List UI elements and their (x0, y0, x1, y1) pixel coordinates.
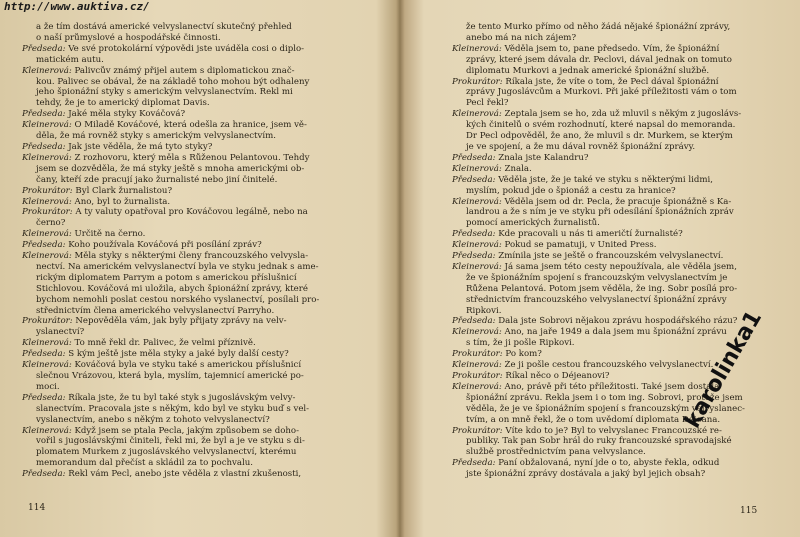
speaker-label: Předseda: (452, 174, 496, 185)
text-line (22, 109, 377, 120)
line-text: vyslanectvím, anebo s někým z tohoto velvyslanectví? (36, 414, 270, 425)
speaker-label: Předseda: (22, 349, 66, 360)
text-line (22, 338, 377, 349)
speaker-label: Předseda: (452, 316, 496, 327)
text-line (452, 142, 790, 153)
line-text: pomocí amerických žurnalistů. (466, 218, 600, 229)
line-text: plomatem Murkem z jugoslávského velvyslanectví, kterému (36, 447, 297, 458)
line-text: střednictvím člena amerického velvyslanectví Parryho. (36, 305, 275, 316)
text-line (452, 22, 790, 33)
line-text: jeho špionážní styky s americkým velvyslanectvím. Řekl mi (36, 87, 293, 98)
line-text: vořil s jugoslávskými činiteli, řekl mi, že byl a je ve styku s di- (36, 436, 305, 447)
text-line (22, 415, 377, 426)
speaker-label: Kleinerová: (22, 65, 72, 76)
speaker-label: Prokurátor: (452, 349, 503, 360)
line-text: Pokud se pamatuji, v United Press. (501, 240, 657, 251)
text-line (452, 197, 790, 208)
speaker-label: Prokurátor: (22, 207, 73, 218)
text-line (22, 186, 377, 197)
line-text: s tím, že ji pošle Ripkovi. (466, 338, 575, 349)
line-text: Jaké měla styky Kováčová? (65, 109, 186, 120)
line-text: O Miladě Kováčové, která odešla za hranice, jsem vě- (71, 120, 307, 131)
text-line (452, 447, 790, 458)
line-text: Ano, na jaře 1949 a dala jsem mu špionážní zprávu (501, 327, 727, 338)
line-text: Palivcův známý přijel autem s diplomatickou znač- (71, 65, 295, 76)
text-line (22, 164, 377, 175)
line-text: anebo má na nich zájem? (466, 32, 577, 43)
text-line (452, 382, 790, 393)
line-text: Zeptala jsem se ho, zda už mluvil s někým z jugoslávs- (501, 109, 742, 120)
text-line (452, 469, 790, 480)
speaker-label: Kleinerová: (22, 251, 72, 262)
text-line (22, 98, 377, 109)
line-text: o naší průmyslové a hospodářské činnosti. (36, 32, 221, 43)
line-text: Já sama jsem této cesty nepoužívala, ale věděla jsem, (501, 261, 737, 272)
text-line (452, 175, 790, 186)
speaker-label: Prokurátor: (22, 316, 73, 327)
line-text: Měla styky s některými členy francouzského velvysla- (71, 251, 309, 262)
text-line (22, 458, 377, 469)
text-line (452, 262, 790, 273)
line-text: službě prostřednictvím pana velvyslance. (466, 447, 646, 458)
line-text: Ano, byl to žurnalista. (71, 196, 171, 207)
speaker-label: Prokurátor: (452, 76, 503, 87)
text-line (452, 295, 790, 306)
text-line (22, 33, 377, 44)
line-text: Ano, právě při této příležitosti. Také jsem dostala (501, 381, 720, 392)
speaker-label: Předseda: (22, 392, 66, 403)
speaker-label: Předseda: (22, 109, 66, 120)
line-text: moci. (36, 381, 60, 392)
speaker-label: Kleinerová: (22, 425, 72, 436)
line-text: Říkal něco o Déjeanovi? (502, 371, 610, 381)
right-page-text (452, 22, 790, 480)
line-text: že ve špionážním spojení s francouzským velvyslanectvím je (466, 272, 728, 283)
text-line (22, 371, 377, 382)
line-text: publiky. Tak pan Šobr hrál do ruky francouzské spravodajské (466, 436, 732, 447)
line-text: zprávy, které jsem dávala dr. Peclovi, dával jednak on tomuto (466, 54, 732, 65)
line-text: Kováčová byla ve styku také s americkou příslušnicí (71, 360, 302, 371)
speaker-label: Prokurátor: (22, 185, 73, 196)
line-text: Růžena Pelantová. Potom jsem věděla, že ing. Šobr posílá pro- (466, 283, 738, 294)
text-line (452, 284, 790, 295)
line-text: Po kom? (502, 349, 542, 360)
line-text: tvím, a on mně řekl, že o tom uvědomí diplomata Déjeana. (466, 414, 721, 425)
line-text: jste špionážní zprávy dostávala a jaký byl jejich obsah? (466, 469, 706, 480)
text-line (22, 87, 377, 98)
text-line (22, 393, 377, 404)
speaker-label: Prokurátor: (452, 371, 503, 381)
speaker-label: Kleinerová: (22, 360, 72, 371)
text-line (22, 240, 377, 251)
text-line (22, 153, 377, 164)
line-text: To mně řekl dr. Palivec, že velmi příznivě. (71, 338, 256, 349)
line-text: Když jsem se ptala Pecla, jakým způsobem se doho- (71, 425, 299, 436)
text-line (452, 98, 790, 109)
text-line (452, 404, 790, 415)
speaker-label: Kleinerová: (22, 338, 72, 349)
line-text: zprávy Jugoslávcům a Murkovi. Při jaké příležitosti vám o tom (466, 87, 737, 98)
speaker-label: Prokurátor: (452, 425, 503, 436)
text-line (452, 393, 790, 404)
text-line (22, 197, 377, 208)
speaker-label: Předseda: (22, 240, 66, 251)
line-text: Víte kdo to je? Byl to velvyslanec Francouzské re- (502, 425, 722, 436)
speaker-label: Kleinerová: (452, 43, 502, 54)
line-text: tehdy, že je to americký diplomat Davis. (36, 98, 210, 109)
line-text: Věděla jsem to, pane předsedo. Vím, že špionážní (501, 43, 720, 54)
line-text: landrou a že s ním je ve styku při odesílání špionážních zpráv (466, 207, 734, 218)
speaker-label: Předseda: (22, 141, 66, 152)
line-text: nectví. Na americkém velvyslanectví byla ve styku jednak s ame- (36, 261, 319, 272)
text-line (452, 164, 790, 175)
line-text: Kde pracovali u nás ti američtí žurnalisté? (495, 229, 683, 240)
text-line (22, 142, 377, 153)
speaker-label: Kleinerová: (452, 327, 502, 338)
text-line (452, 426, 790, 437)
text-line (22, 426, 377, 437)
line-text: Říkala jste, že víte o tom, že Pecl dával špionážní (502, 76, 719, 87)
text-line (22, 404, 377, 415)
text-line (452, 207, 790, 218)
text-line (452, 229, 790, 240)
speaker-label: Kleinerová: (452, 163, 502, 174)
text-line (452, 109, 790, 120)
text-line (452, 153, 790, 164)
text-line (452, 436, 790, 447)
text-line (22, 207, 377, 218)
text-line (22, 327, 377, 338)
text-line (452, 77, 790, 88)
speaker-label: Kleinerová: (452, 196, 502, 207)
line-text: Věděla jsem od dr. Pecla, že pracuje špionážně s Ka- (501, 196, 732, 207)
line-text: čany, kteří zde pracují jako žurnalisté nebo jiní činitelé. (36, 174, 278, 185)
text-line (22, 77, 377, 88)
speaker-label: Kleinerová: (22, 152, 72, 163)
speaker-label: Kleinerová: (22, 120, 72, 131)
line-text: kých činitelů o svém rozhodnutí, které napsal do memoranda. (466, 120, 736, 131)
line-text: myslím, pokud jde o špionáž a cestu za hranice? (466, 185, 676, 196)
right-page-number: 115 (740, 506, 758, 516)
line-text: Určitě na černo. (71, 229, 146, 240)
text-line (22, 229, 377, 240)
line-text: Že ji pošle cestou francouzského velvyslanectví. (501, 360, 714, 371)
line-text: špionážní zprávu. Řekla jsem i o tom ing. Šobrovi, protože jsem (466, 392, 743, 403)
line-text: slečnou Vrázovou, která byla, myslím, tajemnicí americké po- (36, 371, 304, 381)
text-line (22, 120, 377, 131)
line-text: matickém autu. (36, 54, 104, 65)
speaker-label: Kleinerová: (22, 229, 72, 240)
text-line (22, 447, 377, 458)
line-text: kou. Palivec se obával, že na základě toho mohou být odhaleny (36, 76, 310, 87)
line-text: diplomatu Murkovi a jednak americké špionážní službě. (466, 65, 710, 76)
text-line (452, 44, 790, 55)
text-line (452, 131, 790, 142)
text-line (22, 306, 377, 317)
text-line (22, 436, 377, 447)
line-text: Stichlovou. Kováčová mi uložila, abych špionážní zprávy, které (36, 283, 308, 294)
text-line (452, 218, 790, 229)
text-line (452, 415, 790, 426)
line-text: jsem se dozvěděla, že má styky ještě s mnoha americkými ob- (36, 163, 305, 174)
speaker-label: Kleinerová: (452, 240, 502, 251)
line-text: Byl Clark žurnalistou? (72, 185, 173, 196)
speaker-label: Předseda: (452, 152, 496, 163)
line-text: střednictvím francouzského velvyslanectví špionážní zprávy (466, 294, 727, 305)
text-line (452, 55, 790, 66)
line-text: Znala jste Kalandru? (495, 152, 589, 163)
text-line (22, 295, 377, 306)
line-text: slanectvím. Pracovala jste s někým, kdo byl ve styku buď s vel- (36, 403, 310, 414)
line-text: děla, že má rovněž styky s americkým velvyslanectvím. (36, 131, 276, 142)
speaker-label: Předseda: (452, 458, 496, 469)
line-text: je ve spojení, a že mu dával rovněž špionážní zprávy. (466, 141, 696, 152)
line-text: bychom nemohli poslat cestou norského vyslanectví, posílali pro- (36, 294, 320, 305)
line-text: Znala. (501, 163, 532, 174)
line-text: Pecl řekl? (466, 98, 509, 109)
line-text: Jak jste věděla, že má tyto styky? (65, 141, 213, 152)
speaker-label: Kleinerová: (452, 381, 502, 392)
text-line (22, 382, 377, 393)
line-text: Dr Pecl odpověděl, že ano, že mluvil s dr. Murkem, se kterým (466, 131, 733, 142)
line-text: Ripkovi. (466, 305, 502, 316)
text-line (452, 458, 790, 469)
text-line (452, 186, 790, 197)
line-text: Věděla jste, že je také ve styku s některými lidmi, (495, 174, 714, 185)
speaker-label: Předseda: (452, 229, 496, 240)
text-line (452, 273, 790, 284)
line-text: Řekl vám Pecl, anebo jste věděla z vlastní zkušenosti, (65, 469, 302, 480)
text-line (452, 251, 790, 262)
text-line (22, 66, 377, 77)
left-page-text (22, 22, 377, 480)
text-line (22, 349, 377, 360)
text-line (22, 131, 377, 142)
line-text: věděla, že je ve špionážním spojení s francouzským velvyslanec- (466, 403, 745, 414)
text-line (22, 273, 377, 284)
watermark-url: http://www.auktiva.cz/ (4, 0, 150, 13)
line-text: Z rozhovoru, který měla s Růženou Pelantovou. Tehdy (71, 152, 310, 163)
text-line (22, 44, 377, 55)
left-page-number: 114 (28, 503, 46, 513)
text-line (452, 66, 790, 77)
text-line (22, 251, 377, 262)
text-line (452, 240, 790, 251)
text-line (22, 218, 377, 229)
line-text: černo? (36, 218, 66, 229)
line-text: Nepověděla vám, jak byly přijaty zprávy na velv- (72, 316, 287, 327)
text-line (22, 175, 377, 186)
speaker-label: Kleinerová: (22, 196, 72, 207)
speaker-label: Kleinerová: (452, 360, 502, 371)
line-text: že tento Murko přímo od něho žádá nějaké špionážní zprávy, (466, 22, 731, 32)
line-text: Dala jste Šobrovi nějakou zprávu hospodářského rázu? (495, 316, 738, 327)
text-line (22, 262, 377, 273)
text-line (452, 33, 790, 44)
speaker-label: Kleinerová: (452, 109, 502, 120)
line-text: rickým diplomatem Parrym a potom s americkou příslušnicí (36, 272, 297, 283)
text-line (452, 87, 790, 98)
line-text: A ty valuty opatřoval pro Kováčovou legálně, nebo na (72, 207, 308, 218)
line-text: S kým ještě jste měla styky a jaké byly další cesty? (65, 349, 289, 360)
speaker-label: Předseda: (452, 251, 496, 262)
line-text: Paní obžalovaná, nyní jde o to, abyste řekla, odkud (495, 458, 720, 469)
text-line (452, 371, 790, 382)
text-line (22, 469, 377, 480)
line-text: memorandum dal přečíst a skládil za to pochvalu. (36, 458, 254, 469)
speaker-label: Kleinerová: (452, 261, 502, 272)
line-text: Ve své protokolární výpovědi jste uváděla cosi o diplo- (65, 43, 305, 54)
line-text: Říkala jste, že tu byl také styk s jugoslávským velvy- (65, 392, 296, 403)
line-text: a že tím dostává americké velvyslanectví skutečný přehled (36, 22, 292, 32)
text-line (22, 22, 377, 33)
seller-watermark: karolinka1 (680, 306, 768, 433)
line-text: yslanectví? (36, 327, 85, 338)
text-line (22, 55, 377, 66)
line-text: Zmínila jste se ještě o francouzském velvyslanectví. (495, 251, 724, 262)
text-line (22, 360, 377, 371)
text-line (452, 120, 790, 131)
text-line (22, 284, 377, 295)
line-text: Koho používala Kováčová při posílání zpráv? (65, 240, 262, 251)
speaker-label: Předseda: (22, 43, 66, 54)
text-line (22, 316, 377, 327)
speaker-label: Předseda: (22, 469, 66, 480)
